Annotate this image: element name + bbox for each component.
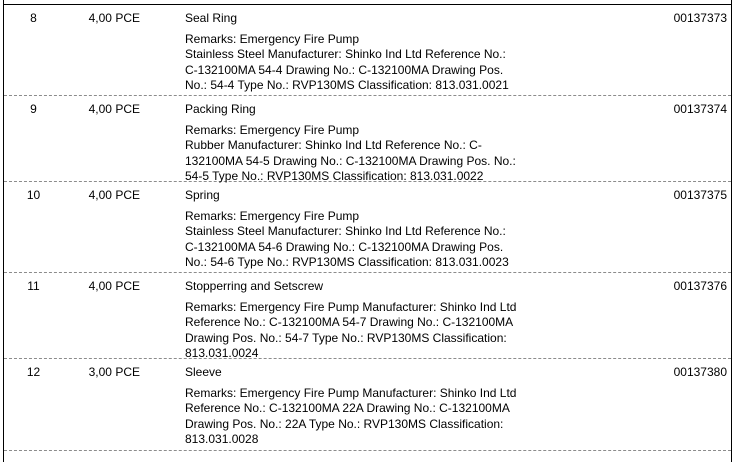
item-name: Seal Ring: [185, 11, 238, 25]
item-part-number: 00137374: [673, 102, 727, 116]
table-row: [4, 5, 731, 96]
remarks-line: 132100MA 54-5 Drawing No.: C-132100MA Drawing Pos. No.:: [185, 153, 516, 168]
remarks-line: Remarks: Emergency Fire Pump: [185, 209, 360, 223]
table-row: [4, 96, 731, 182]
remarks-line: 813.031.0024: [185, 345, 259, 360]
remarks-line: Drawing Pos. No.: 22A Type No.: RVP130MS Classification:: [185, 416, 504, 431]
item-part-number: 00137380: [673, 365, 727, 379]
remarks-line: Reference No.: C-132100MA 54-7 Drawing No.: C-132100MA: [185, 315, 514, 330]
item-part-number: 00137375: [673, 188, 727, 202]
item-position: 8: [30, 11, 37, 25]
item-name: Sleeve: [185, 365, 222, 379]
item-remarks: [185, 209, 563, 270]
parts-list-table: [3, 0, 732, 462]
remarks-line: No.: 54-4 Type No.: RVP130MS Classification: 813.031.0021: [185, 77, 509, 92]
remarks-line: 54-5 Type No.: RVP130MS Classification: 813.031.0022: [185, 168, 484, 183]
remarks-line: 813.031.0028: [185, 431, 259, 446]
remarks-line: Remarks: Emergency Fire Pump: [185, 32, 360, 46]
remarks-line: Rubber Manufacturer: Shinko Ind Ltd Reference No.: C-: [185, 138, 482, 153]
item-remarks: [185, 32, 563, 93]
item-position: 11: [27, 279, 40, 293]
item-name: Stopperring and Setscrew: [185, 279, 324, 293]
remarks-line: Remarks: Emergency Fire Pump Manufacturer: Shinko Ind Ltd: [185, 386, 517, 400]
remarks-line: Reference No.: C-132100MA 22A Drawing No.: C-132100MA: [185, 401, 510, 416]
table-row: [4, 273, 731, 359]
item-part-number: 00137376: [673, 279, 727, 293]
item-quantity: 4,00 PCE: [88, 188, 140, 202]
remarks-line: C-132100MA 54-6 Drawing No.: C-132100MA Drawing Pos.: [185, 239, 504, 254]
table-row: [4, 182, 731, 273]
item-remarks: [185, 386, 563, 447]
remarks-line: Remarks: Emergency Fire Pump: [185, 123, 360, 137]
item-quantity: 4,00 PCE: [88, 279, 140, 293]
remarks-line: Stainless Steel Manufacturer: Shinko Ind Ltd Reference No.:: [185, 224, 506, 239]
item-position: 12: [26, 365, 41, 379]
table-row: [4, 359, 731, 451]
remarks-line: Drawing Pos. No.: 54-7 Type No.: RVP130MS Classification:: [185, 330, 507, 345]
item-remarks: [185, 123, 563, 184]
item-part-number: 00137373: [673, 11, 727, 25]
item-remarks: [185, 300, 563, 361]
item-position: 10: [26, 188, 41, 202]
parts-list-rows: [4, 5, 731, 451]
item-name: Packing Ring: [185, 102, 256, 116]
item-name: Spring: [185, 188, 220, 202]
remarks-line: C-132100MA 54-4 Drawing No.: C-132100MA Drawing Pos.: [185, 62, 504, 77]
remarks-line: No.: 54-6 Type No.: RVP130MS Classification: 813.031.0023: [185, 254, 509, 269]
remarks-line: Stainless Steel Manufacturer: Shinko Ind Ltd Reference No.:: [185, 47, 506, 62]
item-quantity: 3,00 PCE: [88, 365, 140, 379]
remarks-line: Remarks: Emergency Fire Pump Manufacturer: Shinko Ind Ltd: [185, 300, 517, 314]
item-quantity: 4,00 PCE: [88, 102, 140, 116]
item-quantity: 4,00 PCE: [88, 11, 140, 25]
item-position: 9: [30, 102, 37, 116]
